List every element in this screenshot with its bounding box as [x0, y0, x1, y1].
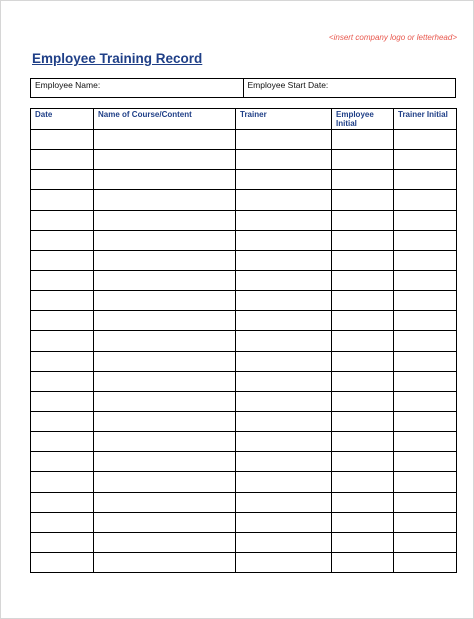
table-body: [31, 130, 457, 573]
course-cell[interactable]: [94, 291, 236, 311]
course-cell[interactable]: [94, 512, 236, 532]
trainer-cell[interactable]: [236, 391, 332, 411]
table-row: [31, 432, 457, 452]
trainer-cell[interactable]: [236, 411, 332, 431]
trainer-initial-cell[interactable]: [394, 270, 457, 290]
table-row: [31, 331, 457, 351]
trainer-initial-cell[interactable]: [394, 411, 457, 431]
employee-initial-cell[interactable]: [332, 210, 394, 230]
trainer-initial-cell[interactable]: [394, 371, 457, 391]
employee-initial-cell[interactable]: [332, 250, 394, 270]
column-header-date: Date: [31, 109, 94, 130]
date-cell[interactable]: [31, 391, 94, 411]
table-row: [31, 270, 457, 290]
date-cell[interactable]: [31, 150, 94, 170]
trainer-cell[interactable]: [236, 532, 332, 552]
date-cell[interactable]: [31, 532, 94, 552]
trainer-cell[interactable]: [236, 250, 332, 270]
trainer-cell[interactable]: [236, 210, 332, 230]
trainer-initial-cell[interactable]: [394, 250, 457, 270]
trainer-cell[interactable]: [236, 190, 332, 210]
date-cell[interactable]: [31, 411, 94, 431]
date-cell[interactable]: [31, 170, 94, 190]
trainer-cell[interactable]: [236, 311, 332, 331]
trainer-initial-cell[interactable]: [394, 452, 457, 472]
trainer-initial-cell[interactable]: [394, 230, 457, 250]
table-row: [31, 552, 457, 572]
table-row: [31, 472, 457, 492]
logo-placeholder: <insert company logo or letterhead>: [328, 33, 457, 42]
employee-initial-cell[interactable]: [332, 512, 394, 532]
employee-initial-cell[interactable]: [332, 452, 394, 472]
course-cell[interactable]: [94, 150, 236, 170]
course-cell[interactable]: [94, 351, 236, 371]
date-cell[interactable]: [31, 311, 94, 331]
course-cell[interactable]: [94, 311, 236, 331]
date-cell[interactable]: [31, 210, 94, 230]
table-row: [31, 170, 457, 190]
trainer-initial-cell[interactable]: [394, 472, 457, 492]
course-cell[interactable]: [94, 270, 236, 290]
course-cell[interactable]: [94, 452, 236, 472]
table-row: [31, 452, 457, 472]
course-cell[interactable]: [94, 391, 236, 411]
course-cell[interactable]: [94, 411, 236, 431]
date-cell[interactable]: [31, 331, 94, 351]
employee-initial-cell[interactable]: [332, 230, 394, 250]
course-cell[interactable]: [94, 532, 236, 552]
table-row: [31, 371, 457, 391]
trainer-initial-cell[interactable]: [394, 130, 457, 150]
trainer-cell[interactable]: [236, 492, 332, 512]
employee-name-field[interactable]: [31, 79, 244, 98]
table-row: [31, 230, 457, 250]
course-cell[interactable]: [94, 170, 236, 190]
date-cell[interactable]: [31, 512, 94, 532]
table-row: [31, 351, 457, 371]
date-cell[interactable]: [31, 432, 94, 452]
trainer-initial-cell[interactable]: [394, 291, 457, 311]
course-cell[interactable]: [94, 371, 236, 391]
trainer-initial-cell[interactable]: [394, 552, 457, 572]
table-row: [31, 250, 457, 270]
table-row: [31, 210, 457, 230]
table-header-row: [31, 109, 457, 130]
trainer-initial-cell[interactable]: [394, 512, 457, 532]
trainer-initial-cell[interactable]: [394, 210, 457, 230]
date-cell[interactable]: [31, 250, 94, 270]
course-cell[interactable]: [94, 210, 236, 230]
employee-initial-cell[interactable]: [332, 532, 394, 552]
trainer-initial-cell[interactable]: [394, 391, 457, 411]
course-cell[interactable]: [94, 130, 236, 150]
trainer-initial-cell[interactable]: [394, 532, 457, 552]
trainer-cell[interactable]: [236, 351, 332, 371]
page-title: Employee Training Record: [32, 51, 203, 66]
date-cell[interactable]: [31, 472, 94, 492]
trainer-cell[interactable]: [236, 130, 332, 150]
employee-start-date-field[interactable]: [243, 79, 456, 98]
trainer-cell[interactable]: [236, 552, 332, 572]
employee-initial-cell[interactable]: [332, 190, 394, 210]
course-cell[interactable]: [94, 472, 236, 492]
employee-initial-cell[interactable]: [332, 391, 394, 411]
employee-initial-cell[interactable]: [332, 270, 394, 290]
column-header-trainer: Trainer: [236, 109, 332, 130]
date-cell[interactable]: [31, 270, 94, 290]
employee-initial-cell[interactable]: [332, 432, 394, 452]
employee-initial-cell[interactable]: [332, 371, 394, 391]
column-header-course: Name of Course/Content: [94, 109, 236, 130]
table-row: [31, 532, 457, 552]
employee-initial-cell[interactable]: [332, 492, 394, 512]
date-cell[interactable]: [31, 130, 94, 150]
trainer-initial-cell[interactable]: [394, 170, 457, 190]
trainer-cell[interactable]: [236, 170, 332, 190]
trainer-cell[interactable]: [236, 472, 332, 492]
employee-name-label: Employee Name:: [35, 80, 101, 90]
table-row: [31, 291, 457, 311]
trainer-initial-cell[interactable]: [394, 311, 457, 331]
date-cell[interactable]: [31, 552, 94, 572]
trainer-initial-cell[interactable]: [394, 331, 457, 351]
date-cell[interactable]: [31, 291, 94, 311]
employee-initial-cell[interactable]: [332, 351, 394, 371]
trainer-initial-cell[interactable]: [394, 351, 457, 371]
column-header-employee-initial: Employee Initial: [332, 109, 394, 130]
course-cell[interactable]: [94, 190, 236, 210]
employee-initial-cell[interactable]: [332, 472, 394, 492]
employee-initial-cell[interactable]: [332, 411, 394, 431]
training-record-table: [30, 108, 457, 573]
course-cell[interactable]: [94, 432, 236, 452]
trainer-cell[interactable]: [236, 452, 332, 472]
trainer-cell[interactable]: [236, 371, 332, 391]
employee-initial-cell[interactable]: [332, 130, 394, 150]
trainer-cell[interactable]: [236, 230, 332, 250]
date-cell[interactable]: [31, 190, 94, 210]
table-row: [31, 391, 457, 411]
employee-initial-cell[interactable]: [332, 291, 394, 311]
date-cell[interactable]: [31, 452, 94, 472]
date-cell[interactable]: [31, 230, 94, 250]
trainer-initial-cell[interactable]: [394, 432, 457, 452]
employee-info-table: [30, 78, 456, 98]
table-row: [31, 130, 457, 150]
employee-initial-cell[interactable]: [332, 150, 394, 170]
table-row: [31, 492, 457, 512]
employee-initial-cell[interactable]: [332, 552, 394, 572]
course-cell[interactable]: [94, 552, 236, 572]
employee-initial-cell[interactable]: [332, 311, 394, 331]
course-cell[interactable]: [94, 230, 236, 250]
trainer-cell[interactable]: [236, 331, 332, 351]
trainer-initial-cell[interactable]: [394, 492, 457, 512]
column-header-trainer-initial: Trainer Initial: [394, 109, 457, 130]
date-cell[interactable]: [31, 351, 94, 371]
trainer-cell[interactable]: [236, 291, 332, 311]
table-row: [31, 411, 457, 431]
table-row: [31, 512, 457, 532]
trainer-initial-cell[interactable]: [394, 190, 457, 210]
employee-initial-cell[interactable]: [332, 331, 394, 351]
table-row: [31, 311, 457, 331]
trainer-cell[interactable]: [236, 270, 332, 290]
table-row: [31, 150, 457, 170]
course-cell[interactable]: [94, 250, 236, 270]
course-cell[interactable]: [94, 492, 236, 512]
trainer-cell[interactable]: [236, 512, 332, 532]
date-cell[interactable]: [31, 492, 94, 512]
date-cell[interactable]: [31, 371, 94, 391]
table-row: [31, 190, 457, 210]
employee-start-date-label: Employee Start Date:: [247, 80, 329, 90]
trainer-initial-cell[interactable]: [394, 150, 457, 170]
employee-initial-cell[interactable]: [332, 170, 394, 190]
employee-info-row: [31, 79, 456, 98]
trainer-cell[interactable]: [236, 150, 332, 170]
course-cell[interactable]: [94, 331, 236, 351]
trainer-cell[interactable]: [236, 432, 332, 452]
